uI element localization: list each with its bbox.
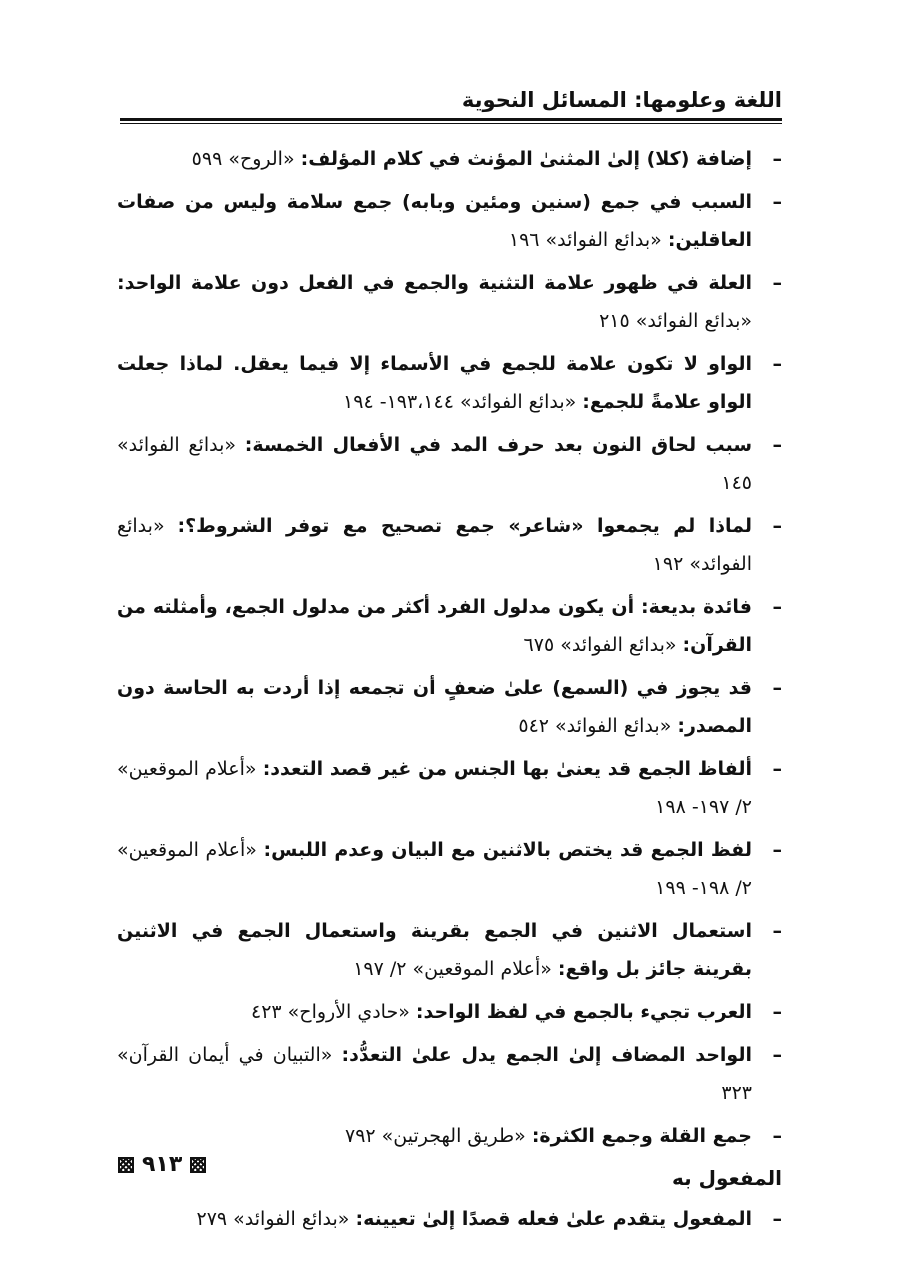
- index-entry: – لفظ الجمع قد يختص بالاثنين مع البيان وعدم اللبس: «أعلام الموقعين» ٢/ ١٩٨- ١٩٩: [117, 839, 782, 899]
- page-footer: [118, 1152, 206, 1177]
- index-entry: – لماذا لم يجمعوا «شاعر» جمع تصحيح مع توفر الشروط؟: «بدائع الفوائد» ١٩٢: [117, 515, 782, 575]
- index-entry: – فائدة بديعة: أن يكون مدلول الفرد أكثر من مدلول الجمع، وأمثلته من القرآن: «بدائع الفوائد» ٦٧٥: [117, 596, 782, 656]
- index-entry: – ألفاظ الجمع قد يعنىٰ بها الجنس من غير قصد التعدد: «أعلام الموقعين» ٢/ ١٩٧- ١٩٨: [117, 758, 782, 818]
- header-rule-thick: [120, 118, 782, 121]
- section-heading: المفعول به: [672, 1166, 782, 1190]
- index-entry: – سبب لحاق النون بعد حرف المد في الأفعال الخمسة: «بدائع الفوائد» ١٤٥: [117, 434, 782, 494]
- ornament-icon: [118, 1157, 134, 1173]
- index-entry: – العرب تجيء بالجمع في لفظ الواحد: «حادي الأرواح» ٤٢٣: [251, 1001, 782, 1023]
- ornament-icon: [190, 1157, 206, 1173]
- header-rule-thin: [120, 123, 782, 124]
- index-entry: – السبب في جمع (سنين ومئين وبابه) جمع سلامة وليس من صفات العاقلين: «بدائع الفوائد» ١٩٦: [117, 191, 782, 251]
- index-entry: – قد يجوز في (السمع) علىٰ ضعفٍ أن تجمعه إذا أردت به الحاسة دون المصدر: «بدائع الفوائد» ٥٤٢: [117, 677, 782, 737]
- index-entry: – المفعول يتقدم علىٰ فعله قصدًا إلىٰ تعيينه: «بدائع الفوائد» ٢٧٩: [196, 1208, 782, 1230]
- index-entry: – استعمال الاثنين في الجمع بقرينة واستعمال الجمع في الاثنين بقرينة جائز بل واقع: «أعلام الموقعين» ٢/ ١٩٧: [117, 920, 782, 980]
- page-number: ٩١٣: [142, 1152, 183, 1177]
- index-entry: – إضافة (كلا) إلىٰ المثنىٰ المؤنث في كلام المؤلف: «الروح» ٥٩٩: [191, 148, 782, 170]
- index-entry: – العلة في ظهور علامة التثنية والجمع في الفعل دون علامة الواحد: «بدائع الفوائد» ٢١٥: [117, 272, 782, 332]
- index-entry: – جمع القلة وجمع الكثرة: «طريق الهجرتين» ٧٩٢: [345, 1125, 782, 1147]
- index-entries: [117, 140, 782, 1243]
- index-entry: – الواو لا تكون علامة للجمع في الأسماء إلا فيما يعقل. لماذا جعلت الواو علامةً للجمع: «بدائع الفوائد» ١٩٣،١٤٤- ١٩٤: [117, 353, 782, 413]
- index-entry: – الواحد المضاف إلىٰ الجمع يدل علىٰ التعدُّد: «التبيان في أيمان القرآن» ٣٢٣: [117, 1044, 782, 1104]
- running-title: اللغة وعلومها: المسائل النحوية: [461, 88, 782, 112]
